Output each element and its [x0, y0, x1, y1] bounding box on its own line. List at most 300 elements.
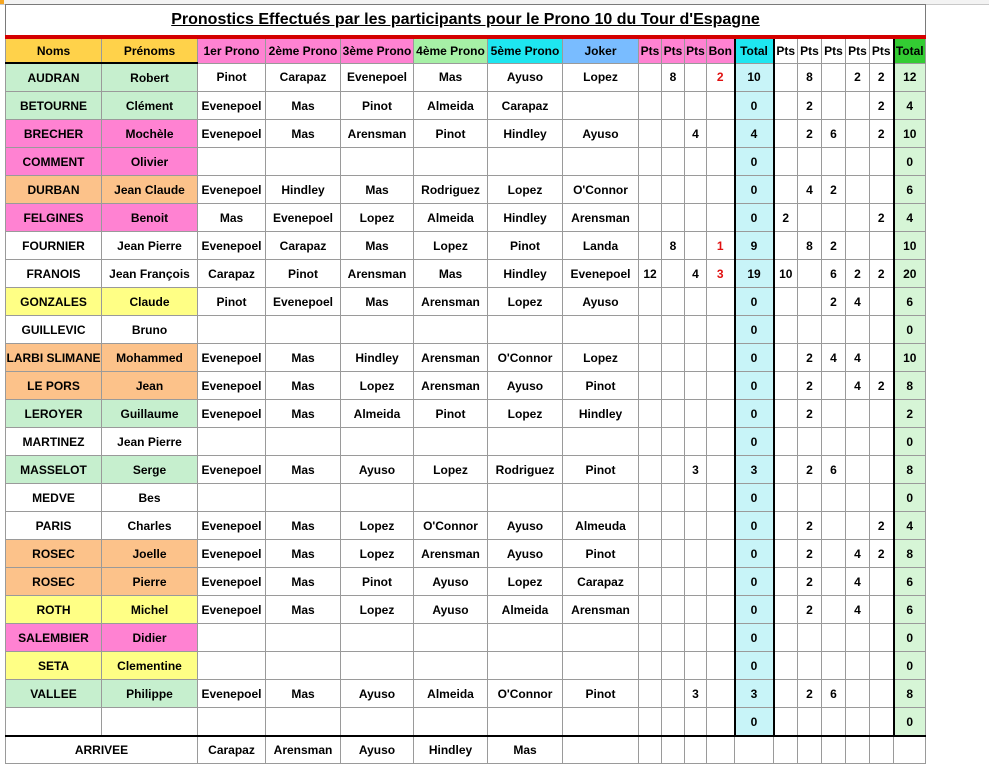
- cell-prono-2[interactable]: Mas: [266, 568, 341, 596]
- cell-total-2[interactable]: 0: [894, 624, 926, 652]
- cell-pts-8[interactable]: 2: [870, 204, 894, 232]
- cell-pts-8[interactable]: [870, 484, 894, 512]
- cell-pts-3[interactable]: [685, 316, 707, 344]
- cell-prenom[interactable]: Guillaume: [102, 400, 198, 428]
- cell-total-2[interactable]: 0: [894, 484, 926, 512]
- cell-prenom[interactable]: [102, 708, 198, 737]
- cell-pts-2[interactable]: [662, 120, 685, 148]
- cell-total[interactable]: 0: [735, 512, 774, 540]
- cell-prono-2[interactable]: [266, 428, 341, 456]
- cell-pts-6[interactable]: [822, 540, 846, 568]
- cell-pts-6[interactable]: 6: [822, 260, 846, 288]
- cell-joker[interactable]: Pinot: [563, 372, 639, 400]
- cell-total[interactable]: 0: [735, 428, 774, 456]
- cell-pts-6[interactable]: [822, 204, 846, 232]
- cell-pts-1[interactable]: [639, 316, 662, 344]
- cell-prono-3[interactable]: Arensman: [341, 260, 414, 288]
- cell-pts-2[interactable]: [662, 484, 685, 512]
- cell-pts-1[interactable]: [639, 372, 662, 400]
- cell-prono-3[interactable]: Arensman: [341, 120, 414, 148]
- cell-prono-3[interactable]: [341, 484, 414, 512]
- header-noms[interactable]: Noms: [6, 37, 102, 63]
- cell-pts-4[interactable]: [774, 92, 798, 120]
- cell-prono-2[interactable]: Mas: [266, 512, 341, 540]
- arrivee-rider-2[interactable]: Arensman: [266, 736, 341, 764]
- cell-prono-4[interactable]: [414, 316, 488, 344]
- cell-pts-7[interactable]: 4: [846, 540, 870, 568]
- cell-pts-4[interactable]: [774, 652, 798, 680]
- cell-prono-5[interactable]: Hindley: [488, 120, 563, 148]
- cell-pts-3[interactable]: 3: [685, 456, 707, 484]
- cell-joker[interactable]: Carapaz: [563, 568, 639, 596]
- cell-prono-4[interactable]: Arensman: [414, 288, 488, 316]
- cell-nom[interactable]: BRECHER: [6, 120, 102, 148]
- cell-pts-7[interactable]: 4: [846, 288, 870, 316]
- cell-pts-3[interactable]: [685, 540, 707, 568]
- cell-prono-3[interactable]: Ayuso: [341, 680, 414, 708]
- cell-pts-8[interactable]: [870, 316, 894, 344]
- empty-cell[interactable]: [894, 736, 926, 764]
- cell-prono-1[interactable]: Evenepoel: [198, 372, 266, 400]
- cell-total[interactable]: 0: [735, 204, 774, 232]
- cell-pts-4[interactable]: [774, 148, 798, 176]
- arrivee-rider-4[interactable]: Hindley: [414, 736, 488, 764]
- cell-joker[interactable]: O'Connor: [563, 176, 639, 204]
- cell-pts-1[interactable]: [639, 400, 662, 428]
- cell-pts-8[interactable]: [870, 624, 894, 652]
- cell-prenom[interactable]: Philippe: [102, 680, 198, 708]
- cell-pts-3[interactable]: [685, 624, 707, 652]
- cell-nom[interactable]: DURBAN: [6, 176, 102, 204]
- cell-pts-5[interactable]: 4: [798, 176, 822, 204]
- cell-prono-3[interactable]: Pinot: [341, 92, 414, 120]
- cell-prono-3[interactable]: [341, 148, 414, 176]
- cell-prono-4[interactable]: [414, 428, 488, 456]
- cell-pts-7[interactable]: 4: [846, 372, 870, 400]
- cell-prono-4[interactable]: [414, 652, 488, 680]
- cell-prono-5[interactable]: [488, 624, 563, 652]
- cell-total-2[interactable]: 6: [894, 596, 926, 624]
- cell-prono-2[interactable]: [266, 316, 341, 344]
- cell-prono-2[interactable]: Carapaz: [266, 232, 341, 260]
- arrivee-rider-1[interactable]: Carapaz: [198, 736, 266, 764]
- cell-bon[interactable]: 1: [707, 232, 735, 260]
- cell-pts-5[interactable]: [798, 624, 822, 652]
- cell-prono-5[interactable]: [488, 708, 563, 737]
- cell-prono-1[interactable]: [198, 652, 266, 680]
- cell-pts-5[interactable]: 2: [798, 540, 822, 568]
- cell-nom[interactable]: FRANOIS: [6, 260, 102, 288]
- cell-pts-8[interactable]: [870, 148, 894, 176]
- cell-pts-4[interactable]: [774, 456, 798, 484]
- header-prono-2[interactable]: 2ème Prono: [266, 37, 341, 63]
- cell-pts-3[interactable]: 3: [685, 680, 707, 708]
- cell-total[interactable]: 0: [735, 708, 774, 737]
- cell-pts-4[interactable]: [774, 540, 798, 568]
- cell-total[interactable]: 0: [735, 652, 774, 680]
- cell-joker[interactable]: [563, 652, 639, 680]
- cell-prono-1[interactable]: [198, 708, 266, 737]
- cell-pts-6[interactable]: [822, 148, 846, 176]
- cell-pts-2[interactable]: [662, 148, 685, 176]
- cell-joker[interactable]: [563, 92, 639, 120]
- cell-pts-3[interactable]: [685, 708, 707, 737]
- cell-bon[interactable]: [707, 288, 735, 316]
- cell-pts-1[interactable]: [639, 680, 662, 708]
- cell-prenom[interactable]: Jean: [102, 372, 198, 400]
- cell-nom[interactable]: LE PORS: [6, 372, 102, 400]
- cell-nom[interactable]: GONZALES: [6, 288, 102, 316]
- cell-prono-5[interactable]: Ayuso: [488, 540, 563, 568]
- cell-pts-1[interactable]: [639, 624, 662, 652]
- cell-pts-7[interactable]: [846, 624, 870, 652]
- cell-pts-3[interactable]: [685, 344, 707, 372]
- cell-pts-2[interactable]: [662, 176, 685, 204]
- cell-pts-1[interactable]: [639, 92, 662, 120]
- cell-prono-3[interactable]: Hindley: [341, 344, 414, 372]
- cell-pts-3[interactable]: [685, 568, 707, 596]
- cell-pts-6[interactable]: [822, 652, 846, 680]
- empty-cell[interactable]: [870, 736, 894, 764]
- cell-pts-5[interactable]: [798, 652, 822, 680]
- cell-pts-2[interactable]: [662, 456, 685, 484]
- cell-bon[interactable]: [707, 400, 735, 428]
- cell-joker[interactable]: Hindley: [563, 400, 639, 428]
- cell-total-2[interactable]: 0: [894, 148, 926, 176]
- cell-bon[interactable]: [707, 372, 735, 400]
- header-bon[interactable]: Bon: [707, 37, 735, 63]
- cell-bon[interactable]: [707, 540, 735, 568]
- cell-prono-1[interactable]: Pinot: [198, 63, 266, 92]
- cell-total-2[interactable]: 6: [894, 176, 926, 204]
- cell-prono-2[interactable]: [266, 652, 341, 680]
- cell-pts-2[interactable]: [662, 400, 685, 428]
- cell-prono-2[interactable]: Mas: [266, 120, 341, 148]
- cell-prono-5[interactable]: [488, 148, 563, 176]
- cell-pts-6[interactable]: [822, 596, 846, 624]
- header-pts-1[interactable]: Pts: [639, 37, 662, 63]
- cell-prono-1[interactable]: Evenepoel: [198, 232, 266, 260]
- cell-total-2[interactable]: 0: [894, 428, 926, 456]
- cell-pts-1[interactable]: [639, 484, 662, 512]
- cell-bon[interactable]: [707, 344, 735, 372]
- cell-nom[interactable]: VALLEE: [6, 680, 102, 708]
- cell-pts-4[interactable]: [774, 400, 798, 428]
- cell-nom[interactable]: SETA: [6, 652, 102, 680]
- cell-pts-5[interactable]: 2: [798, 344, 822, 372]
- cell-nom[interactable]: SALEMBIER: [6, 624, 102, 652]
- cell-nom[interactable]: BETOURNE: [6, 92, 102, 120]
- cell-prenom[interactable]: Mohammed: [102, 344, 198, 372]
- cell-prono-5[interactable]: [488, 652, 563, 680]
- cell-pts-7[interactable]: [846, 120, 870, 148]
- cell-pts-3[interactable]: [685, 176, 707, 204]
- cell-pts-3[interactable]: 4: [685, 260, 707, 288]
- cell-pts-2[interactable]: [662, 260, 685, 288]
- cell-pts-3[interactable]: [685, 484, 707, 512]
- cell-pts-3[interactable]: [685, 428, 707, 456]
- cell-pts-8[interactable]: [870, 456, 894, 484]
- cell-prenom[interactable]: Jean Claude: [102, 176, 198, 204]
- cell-prenom[interactable]: Jean Pierre: [102, 428, 198, 456]
- cell-prono-1[interactable]: [198, 484, 266, 512]
- cell-pts-8[interactable]: [870, 428, 894, 456]
- cell-prono-2[interactable]: Mas: [266, 456, 341, 484]
- header-prono-4[interactable]: 4ème Prono: [414, 37, 488, 63]
- cell-total[interactable]: 4: [735, 120, 774, 148]
- cell-total-2[interactable]: 4: [894, 512, 926, 540]
- cell-pts-4[interactable]: [774, 624, 798, 652]
- cell-prono-3[interactable]: Lopez: [341, 372, 414, 400]
- cell-joker[interactable]: [563, 484, 639, 512]
- header-pts-4[interactable]: Pts: [774, 37, 798, 63]
- cell-prono-5[interactable]: Rodriguez: [488, 456, 563, 484]
- cell-pts-6[interactable]: [822, 428, 846, 456]
- cell-pts-7[interactable]: [846, 512, 870, 540]
- cell-prenom[interactable]: Michel: [102, 596, 198, 624]
- cell-bon[interactable]: [707, 484, 735, 512]
- cell-pts-2[interactable]: [662, 204, 685, 232]
- cell-pts-8[interactable]: [870, 680, 894, 708]
- cell-prono-2[interactable]: Mas: [266, 680, 341, 708]
- cell-prono-1[interactable]: Evenepoel: [198, 400, 266, 428]
- cell-prono-4[interactable]: Rodriguez: [414, 176, 488, 204]
- cell-prono-1[interactable]: Pinot: [198, 288, 266, 316]
- cell-pts-1[interactable]: [639, 652, 662, 680]
- cell-pts-5[interactable]: [798, 204, 822, 232]
- cell-bon[interactable]: [707, 316, 735, 344]
- cell-pts-5[interactable]: 8: [798, 63, 822, 92]
- cell-prenom[interactable]: Didier: [102, 624, 198, 652]
- cell-pts-3[interactable]: [685, 288, 707, 316]
- cell-total[interactable]: 0: [735, 400, 774, 428]
- cell-pts-1[interactable]: [639, 120, 662, 148]
- cell-pts-4[interactable]: [774, 176, 798, 204]
- cell-total[interactable]: 0: [735, 316, 774, 344]
- cell-prono-4[interactable]: [414, 148, 488, 176]
- cell-joker[interactable]: [563, 708, 639, 737]
- empty-cell[interactable]: [707, 736, 735, 764]
- cell-joker[interactable]: Ayuso: [563, 120, 639, 148]
- cell-total[interactable]: 0: [735, 92, 774, 120]
- cell-prono-4[interactable]: Almeida: [414, 680, 488, 708]
- cell-pts-2[interactable]: [662, 568, 685, 596]
- cell-prono-4[interactable]: [414, 708, 488, 737]
- cell-prono-5[interactable]: Almeida: [488, 596, 563, 624]
- cell-pts-7[interactable]: [846, 484, 870, 512]
- cell-prono-2[interactable]: Mas: [266, 372, 341, 400]
- cell-prono-1[interactable]: Evenepoel: [198, 680, 266, 708]
- cell-joker[interactable]: Arensman: [563, 596, 639, 624]
- cell-bon[interactable]: [707, 708, 735, 737]
- cell-pts-2[interactable]: [662, 344, 685, 372]
- cell-prono-2[interactable]: [266, 484, 341, 512]
- empty-cell[interactable]: [735, 736, 774, 764]
- cell-pts-6[interactable]: 2: [822, 288, 846, 316]
- cell-prono-1[interactable]: Evenepoel: [198, 540, 266, 568]
- cell-prono-1[interactable]: [198, 148, 266, 176]
- cell-pts-2[interactable]: [662, 708, 685, 737]
- cell-prono-2[interactable]: Pinot: [266, 260, 341, 288]
- cell-pts-7[interactable]: [846, 652, 870, 680]
- cell-pts-5[interactable]: 2: [798, 568, 822, 596]
- cell-pts-2[interactable]: [662, 624, 685, 652]
- cell-bon[interactable]: [707, 148, 735, 176]
- cell-prono-2[interactable]: Hindley: [266, 176, 341, 204]
- cell-total[interactable]: 19: [735, 260, 774, 288]
- cell-prono-3[interactable]: [341, 708, 414, 737]
- cell-pts-1[interactable]: [639, 540, 662, 568]
- cell-pts-5[interactable]: [798, 708, 822, 737]
- cell-joker[interactable]: Landa: [563, 232, 639, 260]
- cell-pts-1[interactable]: [639, 596, 662, 624]
- cell-pts-5[interactable]: 2: [798, 92, 822, 120]
- cell-pts-2[interactable]: [662, 372, 685, 400]
- cell-pts-3[interactable]: [685, 400, 707, 428]
- cell-prono-4[interactable]: Almeida: [414, 92, 488, 120]
- cell-pts-8[interactable]: [870, 652, 894, 680]
- cell-prono-1[interactable]: Mas: [198, 204, 266, 232]
- cell-pts-2[interactable]: [662, 428, 685, 456]
- cell-pts-4[interactable]: 2: [774, 204, 798, 232]
- cell-prono-5[interactable]: Ayuso: [488, 512, 563, 540]
- cell-pts-2[interactable]: [662, 680, 685, 708]
- cell-total-2[interactable]: 8: [894, 456, 926, 484]
- cell-prono-1[interactable]: Evenepoel: [198, 596, 266, 624]
- cell-prono-2[interactable]: Mas: [266, 540, 341, 568]
- header-prenoms[interactable]: Prénoms: [102, 37, 198, 63]
- cell-prono-4[interactable]: Ayuso: [414, 596, 488, 624]
- cell-prono-3[interactable]: [341, 624, 414, 652]
- cell-pts-4[interactable]: [774, 288, 798, 316]
- cell-pts-5[interactable]: [798, 288, 822, 316]
- cell-total[interactable]: 0: [735, 484, 774, 512]
- cell-pts-7[interactable]: 4: [846, 344, 870, 372]
- cell-pts-5[interactable]: [798, 260, 822, 288]
- cell-joker[interactable]: [563, 148, 639, 176]
- empty-cell[interactable]: [662, 736, 685, 764]
- cell-joker[interactable]: Lopez: [563, 63, 639, 92]
- cell-bon[interactable]: 2: [707, 63, 735, 92]
- cell-pts-5[interactable]: 2: [798, 596, 822, 624]
- cell-pts-5[interactable]: 2: [798, 120, 822, 148]
- cell-total-2[interactable]: 10: [894, 232, 926, 260]
- cell-prono-3[interactable]: Mas: [341, 288, 414, 316]
- cell-pts-2[interactable]: 8: [662, 232, 685, 260]
- cell-prono-2[interactable]: Mas: [266, 596, 341, 624]
- cell-prono-1[interactable]: Evenepoel: [198, 120, 266, 148]
- cell-pts-5[interactable]: [798, 428, 822, 456]
- header-prono-3[interactable]: 3ème Prono: [341, 37, 414, 63]
- cell-joker[interactable]: [563, 624, 639, 652]
- cell-pts-4[interactable]: [774, 484, 798, 512]
- header-pts-8[interactable]: Pts: [870, 37, 894, 63]
- cell-pts-4[interactable]: [774, 512, 798, 540]
- cell-prono-5[interactable]: Lopez: [488, 400, 563, 428]
- cell-pts-1[interactable]: [639, 512, 662, 540]
- cell-prono-1[interactable]: [198, 624, 266, 652]
- cell-bon[interactable]: [707, 568, 735, 596]
- cell-prenom[interactable]: Clementine: [102, 652, 198, 680]
- cell-pts-1[interactable]: [639, 288, 662, 316]
- cell-total[interactable]: 0: [735, 344, 774, 372]
- cell-total[interactable]: 0: [735, 176, 774, 204]
- cell-bon[interactable]: [707, 428, 735, 456]
- cell-prono-1[interactable]: Evenepoel: [198, 344, 266, 372]
- cell-nom[interactable]: PARIS: [6, 512, 102, 540]
- cell-prono-4[interactable]: Mas: [414, 260, 488, 288]
- cell-prenom[interactable]: Pierre: [102, 568, 198, 596]
- cell-prono-2[interactable]: Carapaz: [266, 63, 341, 92]
- cell-pts-6[interactable]: [822, 372, 846, 400]
- cell-pts-5[interactable]: [798, 484, 822, 512]
- cell-pts-1[interactable]: [639, 63, 662, 92]
- cell-prenom[interactable]: Bes: [102, 484, 198, 512]
- cell-bon[interactable]: [707, 120, 735, 148]
- cell-prono-5[interactable]: Lopez: [488, 568, 563, 596]
- cell-bon[interactable]: [707, 512, 735, 540]
- cell-prono-2[interactable]: [266, 708, 341, 737]
- cell-pts-1[interactable]: [639, 204, 662, 232]
- cell-prono-3[interactable]: Lopez: [341, 596, 414, 624]
- cell-prono-4[interactable]: Arensman: [414, 344, 488, 372]
- cell-joker[interactable]: Pinot: [563, 456, 639, 484]
- cell-prono-2[interactable]: Mas: [266, 400, 341, 428]
- cell-total[interactable]: 3: [735, 456, 774, 484]
- cell-joker[interactable]: [563, 316, 639, 344]
- cell-pts-3[interactable]: 4: [685, 120, 707, 148]
- cell-total[interactable]: 0: [735, 568, 774, 596]
- arrivee-rider-3[interactable]: Ayuso: [341, 736, 414, 764]
- cell-total-2[interactable]: 0: [894, 316, 926, 344]
- cell-pts-7[interactable]: [846, 204, 870, 232]
- cell-pts-4[interactable]: [774, 232, 798, 260]
- cell-bon[interactable]: [707, 456, 735, 484]
- cell-pts-6[interactable]: [822, 92, 846, 120]
- cell-total-2[interactable]: 8: [894, 372, 926, 400]
- cell-pts-6[interactable]: 6: [822, 120, 846, 148]
- cell-pts-7[interactable]: [846, 92, 870, 120]
- cell-nom[interactable]: ROSEC: [6, 540, 102, 568]
- cell-joker[interactable]: Pinot: [563, 540, 639, 568]
- cell-prono-3[interactable]: Pinot: [341, 568, 414, 596]
- cell-pts-6[interactable]: [822, 512, 846, 540]
- cell-joker[interactable]: Lopez: [563, 344, 639, 372]
- header-pts-7[interactable]: Pts: [846, 37, 870, 63]
- empty-cell[interactable]: [798, 736, 822, 764]
- cell-pts-5[interactable]: [798, 148, 822, 176]
- cell-pts-1[interactable]: [639, 232, 662, 260]
- cell-prono-4[interactable]: [414, 484, 488, 512]
- cell-pts-4[interactable]: [774, 344, 798, 372]
- cell-pts-8[interactable]: 2: [870, 63, 894, 92]
- cell-nom[interactable]: MEDVE: [6, 484, 102, 512]
- cell-total-2[interactable]: 0: [894, 708, 926, 737]
- cell-pts-4[interactable]: [774, 596, 798, 624]
- cell-prono-1[interactable]: Evenepoel: [198, 512, 266, 540]
- cell-pts-6[interactable]: 6: [822, 680, 846, 708]
- cell-pts-7[interactable]: [846, 400, 870, 428]
- cell-prono-4[interactable]: Mas: [414, 63, 488, 92]
- cell-prono-3[interactable]: [341, 316, 414, 344]
- cell-pts-7[interactable]: [846, 148, 870, 176]
- header-prono-1[interactable]: 1er Prono: [198, 37, 266, 63]
- cell-pts-6[interactable]: [822, 624, 846, 652]
- cell-pts-3[interactable]: [685, 148, 707, 176]
- cell-prono-1[interactable]: [198, 316, 266, 344]
- cell-total-2[interactable]: 10: [894, 120, 926, 148]
- cell-bon[interactable]: [707, 92, 735, 120]
